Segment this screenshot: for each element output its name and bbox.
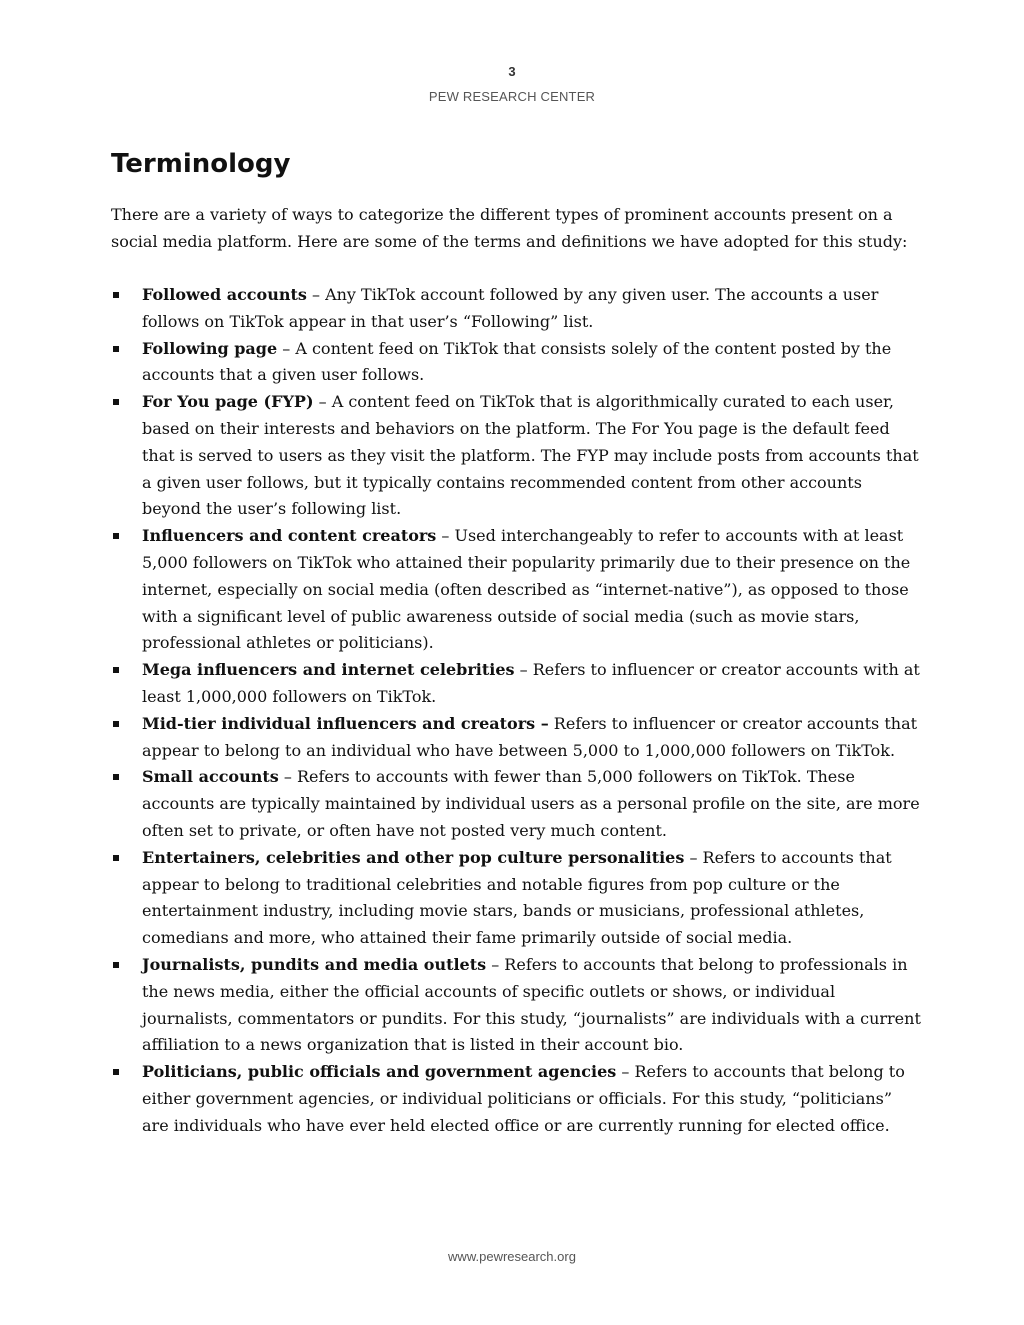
term-definition: – Refers to accounts that belong to professionals in the news media, either the official accounts of specific outlets or shows, or individual journalists, commentators or pundits. For this study, “journalists” are individuals with a current affiliation to a news organization that is listed in their account bio.: [142, 954, 921, 1055]
square-bullet-icon: [113, 533, 119, 539]
list-item: [111, 657, 921, 711]
page-title: Terminology: [111, 149, 291, 179]
list-item: [111, 952, 921, 1059]
term-label: Politicians, public officials and government agencies: [142, 1062, 617, 1082]
term-label: Journalists, pundits and media outlets: [142, 954, 487, 974]
organization-header: PEW RESEARCH CENTER: [428, 89, 596, 104]
page-number: 3: [508, 64, 516, 79]
term-label: For You page (FYP): [142, 392, 314, 412]
term-label: Entertainers, celebrities and other pop culture personalities: [142, 847, 685, 867]
list-item: [111, 389, 921, 523]
square-bullet-icon: [113, 292, 119, 298]
list-item: [111, 764, 921, 844]
term-definition: – Refers to influencer or creator accounts with at least 1,000,000 followers on TikTok.: [142, 660, 920, 706]
square-bullet-icon: [113, 346, 119, 352]
term-definition: – A content feed on TikTok that consists solely of the content posted by the accounts that a given user follows.: [142, 338, 892, 385]
square-bullet-icon: [113, 774, 119, 780]
term-definition: – Any TikTok account followed by any given user. The accounts a user follows on TikTok appear in that user’s “Following” list.: [142, 285, 879, 331]
term-definition: – Refers to accounts that belong to either government agencies, or individual politicians or officials. For this study, “politicians” are individuals who have ever held elected office or are currently running for elected office.: [142, 1062, 905, 1135]
footer-url[interactable]: www.pewresearch.org: [448, 1249, 576, 1264]
square-bullet-icon: [113, 721, 119, 727]
square-bullet-icon: [113, 399, 119, 405]
term-label: Following page: [142, 338, 278, 358]
terminology-list: [111, 282, 921, 1140]
list-item: [111, 336, 921, 390]
term-definition: – Used interchangeably to refer to accounts with at least 5,000 followers on TikTok who attained their popularity primarily due to their presence on the internet, especially on social media (often described as “internet-native”), as opposed to those with a significant level of public awareness outside of social media (such as movie stars, professional athletes or politicians).: [142, 526, 911, 653]
term-label: Influencers and content creators: [142, 526, 437, 546]
term-label: Mega influencers and internet celebrities: [142, 660, 515, 680]
list-item: [111, 845, 921, 952]
term-label: Followed accounts: [142, 285, 307, 304]
square-bullet-icon: [113, 855, 119, 861]
term-definition: – Refers to accounts with fewer than 5,000 followers on TikTok. These accounts are typically maintained by individual users as a personal profile on the site, are more often set to private, or often have not posted very much content.: [142, 767, 920, 840]
list-item: [111, 711, 921, 765]
list-item: [111, 1059, 921, 1139]
square-bullet-icon: [113, 667, 119, 673]
square-bullet-icon: [113, 962, 119, 968]
term-definition: – Refers to accounts that appear to belong to traditional celebrities and notable figures from pop culture or the entertainment industry, including movie stars, bands or musicians, professional athletes, comedians and more, who attained their fame primarily outside of social media.: [142, 847, 892, 948]
square-bullet-icon: [113, 1069, 119, 1075]
list-item: [111, 523, 921, 657]
term-label: Mid-tier individual influencers and creators –: [142, 713, 549, 733]
term-label: Small accounts: [142, 767, 279, 787]
list-item: [111, 282, 921, 336]
term-definition: Refers to influencer or creator accounts that appear to belong to an individual who have between 5,000 to 1,000,000 followers on TikTok.: [142, 713, 918, 760]
intro-paragraph: There are a variety of ways to categorize the different types of prominent accounts present on a social media platform. Here are some of the terms and definitions we have adopted for this study:: [111, 205, 908, 251]
term-definition: – A content feed on TikTok that is algorithmically curated to each user, based on their interests and behaviors on the platform. The For You page is the default feed that is served to users as they visit the platform. The FYP may include posts from accounts that a given user follows, but it typically contains recommended content from other accounts beyond the user’s following list.: [142, 392, 919, 519]
